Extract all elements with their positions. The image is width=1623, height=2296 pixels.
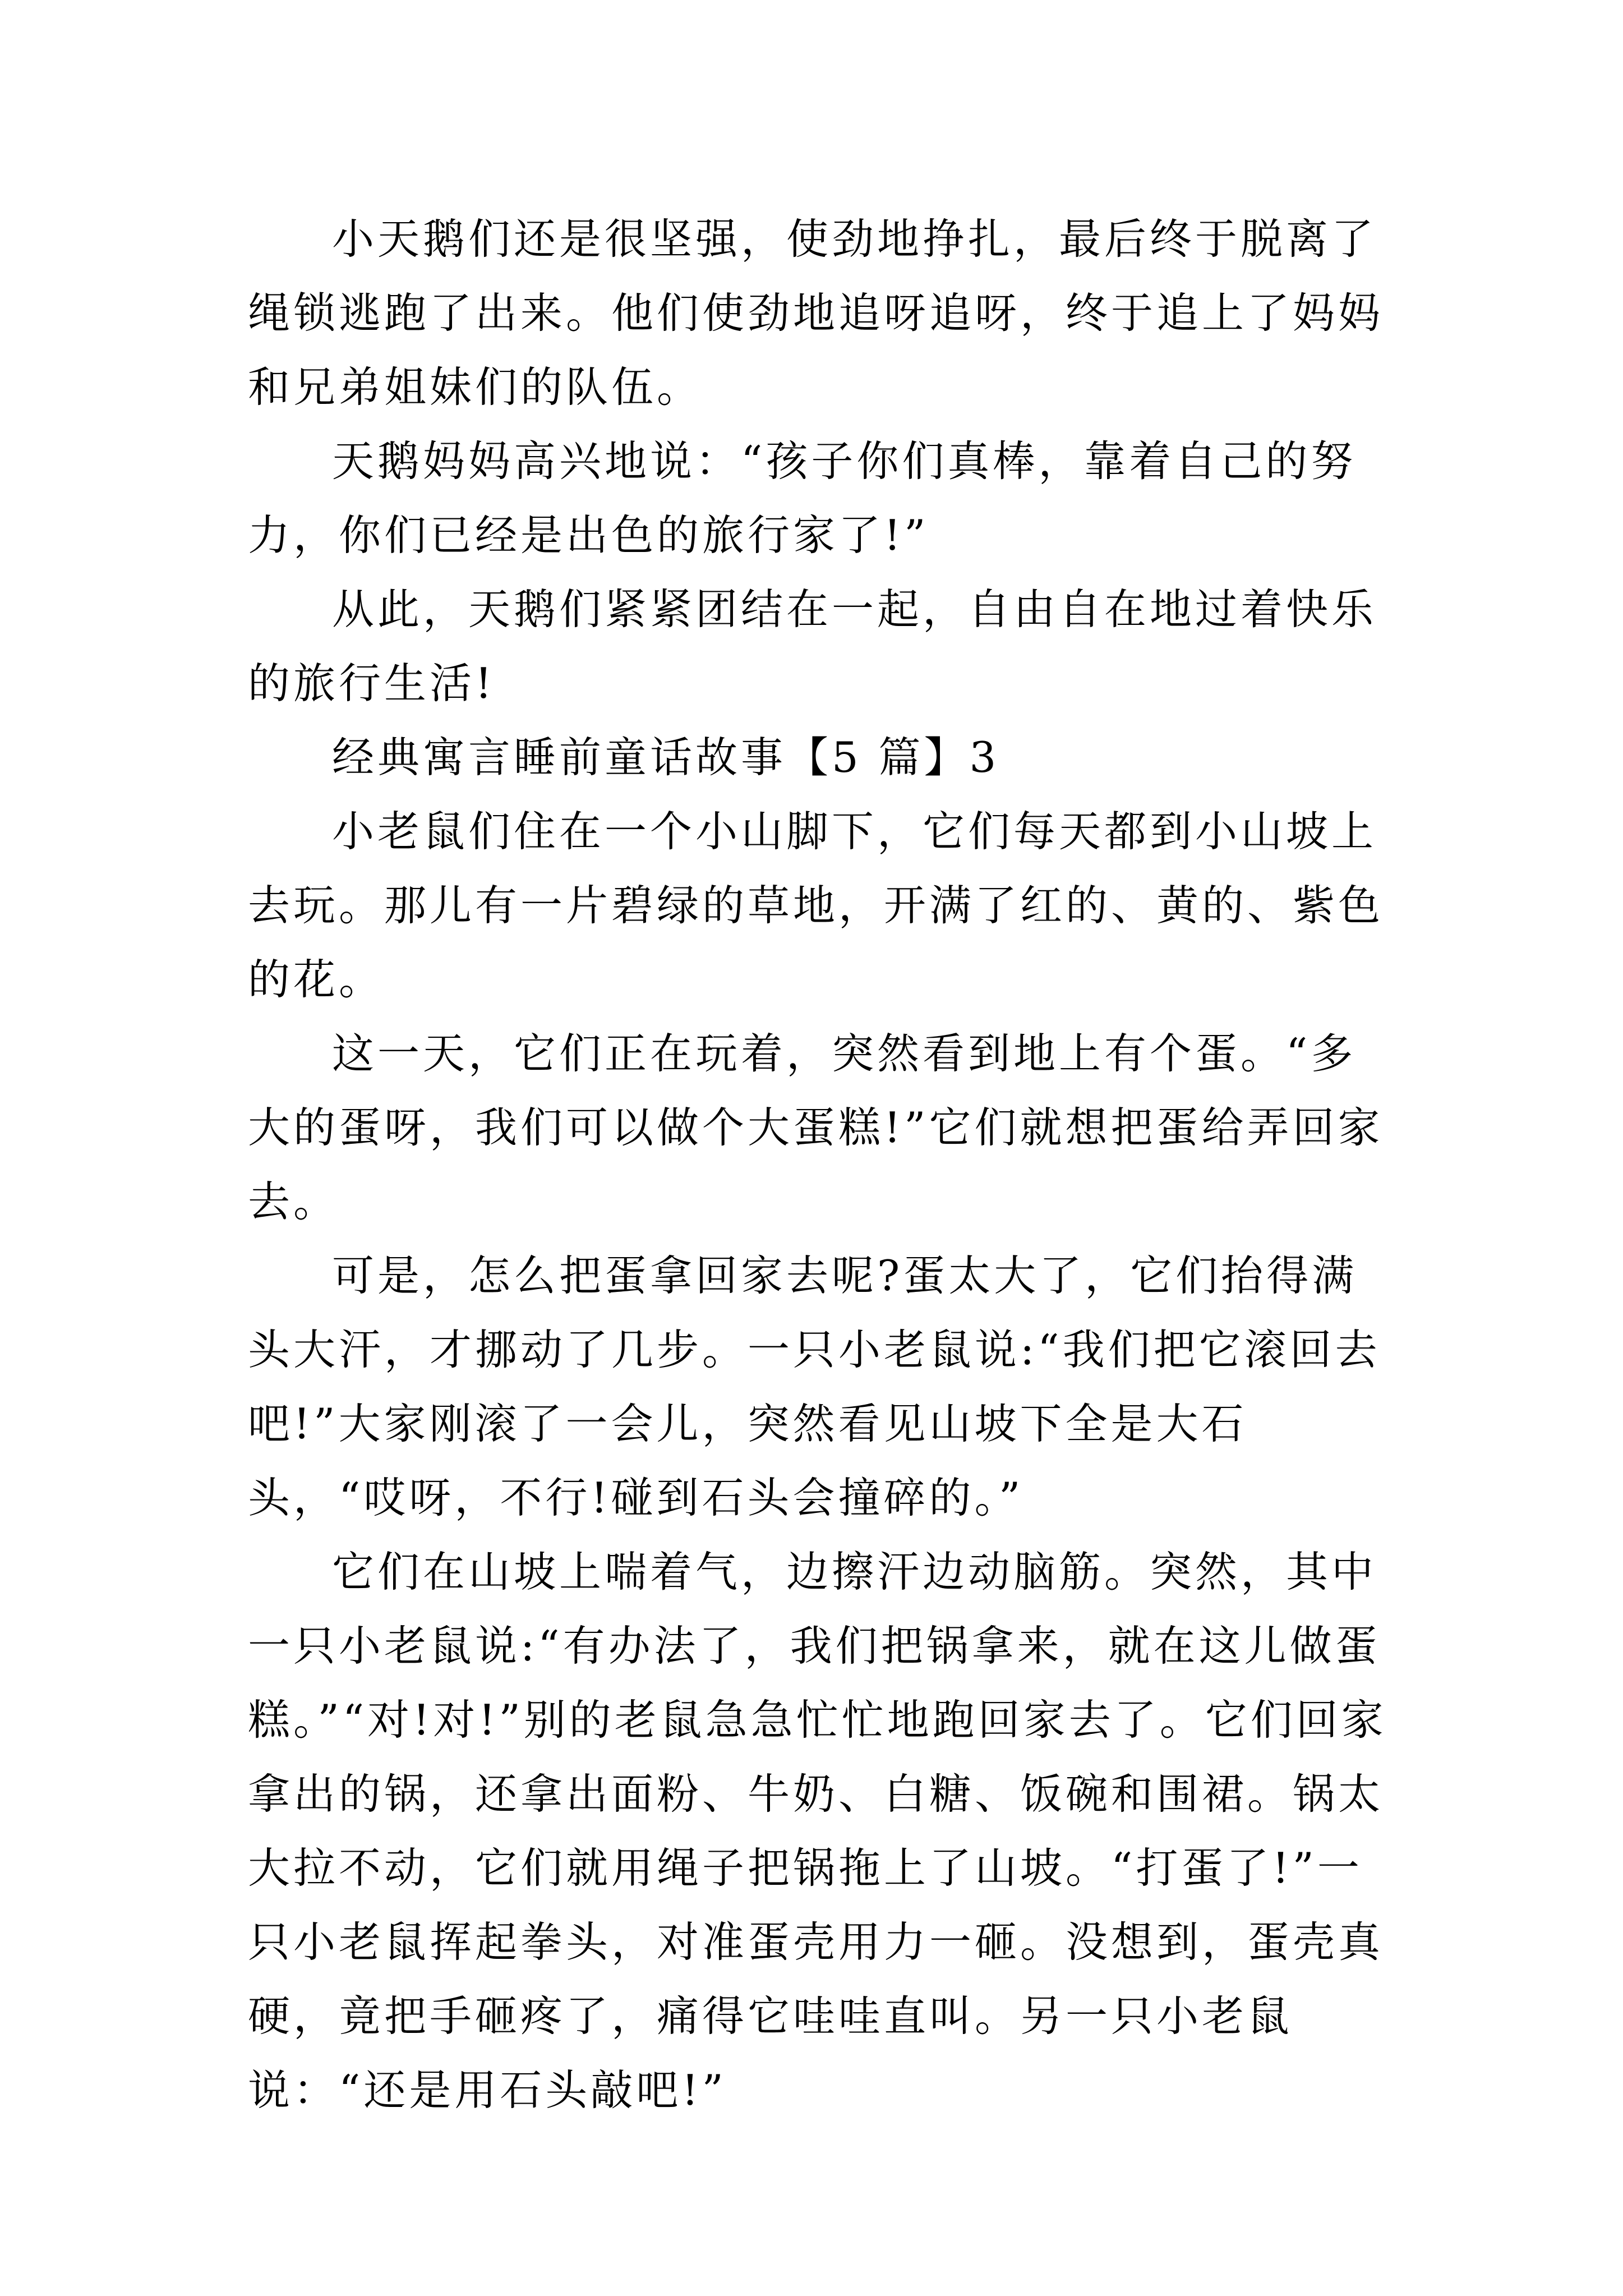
paragraph-6: 可是，怎么把蛋拿回家去呢?蛋太大了，它们抬得满头大汗，才挪动了几步。一只小老鼠说:“我们把它滚回去吧!”大家刚滚了一会儿，突然看见山坡下全是大石头，“哎呀，不行!碰到石头会撞碎的。” [248,1251,1381,1522]
paragraph-1: 小天鹅们还是很坚强，使劲地挣扎，最后终于脱离了绳锁逃跑了出来。他们使劲地追呀追呀，终于追上了妈妈和兄弟姐妹们的队伍。 [248,214,1384,412]
paragraph-3: 从此，天鹅们紧紧团结在一起，自由自在地过着快乐的旅行生活! [248,585,1377,708]
paragraph-5: 这一天，它们正在玩着，突然看到地上有个蛋。“多大的蛋呀，我们可以做个大蛋糕!”它们就想把蛋给弄回家去。 [248,1029,1384,1226]
document-body [248,202,1392,2127]
section-heading: 经典寓言睡前童话故事【5 篇】3 [332,733,1000,782]
paragraph-2: 天鹅妈妈高兴地说：“孩子你们真棒，靠着自己的努力，你们已经是出色的旅行家了!” [248,436,1357,560]
paragraph-7: 它们在山坡上喘着气，边擦汗边动脑筋。突然，其中一只小老鼠说:“有办法了，我们把锅拿来，就在这儿做蛋糕。”“对!对!”别的老鼠急急忙忙地跑回家去了。它们回家拿出的锅，还拿出面粉、牛奶、白糖、饭碗和围裙。锅太大拉不动，它们就用绳子把锅拖上了山坡。“打蛋了!”一只小老鼠挥起拳头，对准蛋壳用力一砸。没想到，蛋壳真硬，竟把手砸疼了，痛得它哇哇直叫。另一只小老鼠说：“还是用石头敲吧!” [248,1547,1387,2115]
paragraph-4: 小老鼠们住在一个小山脚下，它们每天都到小山坡上去玩。那儿有一片碧绿的草地，开满了红的、黄的、紫色的花。 [248,807,1384,1004]
